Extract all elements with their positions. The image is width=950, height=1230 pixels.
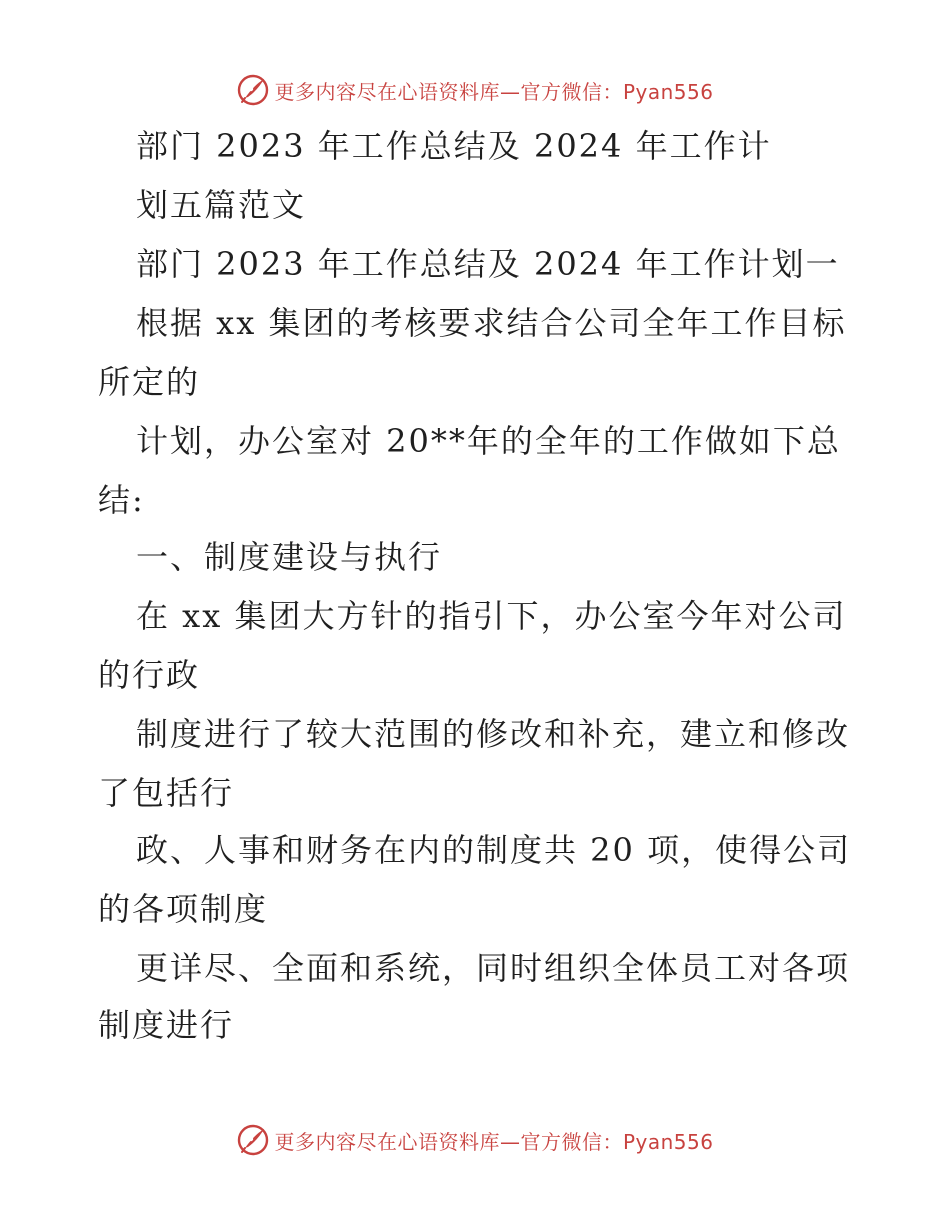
header-banner-text: 更多内容尽在心语资料库 [274, 79, 500, 104]
paragraph-line: 根据 xx 集团的考核要求结合公司全年工作目标 [136, 304, 847, 342]
document-title-line-1: 部门 2023 年工作总结及 2024 年工作计 [136, 127, 772, 165]
footer-banner-text: 更多内容尽在心语资料库 [274, 1129, 500, 1154]
footer-banner-separator: — [499, 1129, 521, 1154]
paragraph-line: 政、人事和财务在内的制度共 20 项，使得公司 [136, 831, 852, 869]
quill-pen-logo-icon [236, 1123, 270, 1157]
paragraph-line: 更详尽、全面和系统，同时组织全体员工对各项 [136, 949, 851, 987]
document-subtitle: 部门 2023 年工作总结及 2024 年工作计划一 [136, 245, 840, 283]
paragraph-line: 在 xx 集团大方针的指引下，办公室今年对公司 [136, 597, 847, 635]
footer-banner-contact: 官方微信：Pyan556 [520, 1129, 714, 1154]
paragraph-line: 的行政 [98, 656, 201, 694]
paragraph-line: 所定的 [98, 363, 201, 401]
paragraph-line: 的各项制度 [98, 890, 269, 928]
paragraph-line: 计划，办公室对 20**年的全年的工作做如下总 [136, 422, 841, 460]
header-banner-contact: 官方微信：Pyan556 [520, 79, 714, 104]
footer-banner-content [236, 1123, 713, 1157]
footer-banner [0, 1120, 950, 1160]
paragraph-line: 了包括行 [98, 774, 235, 812]
paragraph-line: 制度进行 [98, 1006, 235, 1044]
section-heading: 一、制度建设与执行 [136, 538, 443, 576]
header-banner-separator: — [499, 79, 521, 104]
paragraph-line: 结: [98, 481, 145, 519]
document-title-line-2: 划五篇范文 [136, 186, 307, 224]
paragraph-line: 制度进行了较大范围的修改和补充，建立和修改 [136, 715, 851, 753]
